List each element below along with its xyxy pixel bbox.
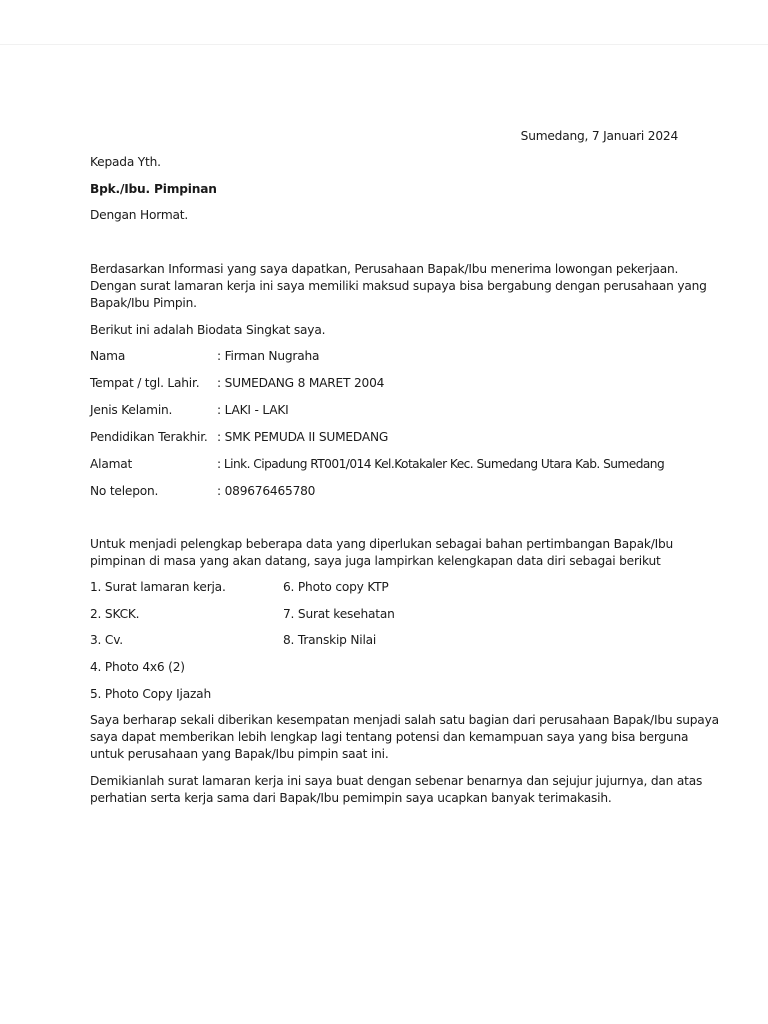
attachment-item: 1. Surat lamaran kerja.	[90, 580, 226, 594]
hope-line: saya dapat memberikan lebih lengkap lagi tentang potensi dan kemampuan saya yang bisa berguna	[90, 730, 689, 744]
biodata-value: : SMK PEMUDA II SUMEDANG	[217, 430, 389, 444]
hope-line: untuk perusahaan yang Bapak/Ibu pimpin saat ini.	[90, 747, 389, 761]
attachment-item: 8. Transkip Nilai	[283, 633, 377, 647]
biodata-value: : LAKI - LAKI	[217, 403, 289, 417]
closing-line: perhatian serta kerja sama dari Bapak/Ibu pemimpin saya ucapkan banyak terimakasih.	[90, 791, 612, 805]
attachments-intro-line: Untuk menjadi pelengkap beberapa data yang diperlukan sebagai bahan pertimbangan Bapak/Ibu	[90, 537, 674, 551]
attachments-intro-line: pimpinan di masa yang akan datang, saya juga lampirkan kelengkapan data diri sebagai berikut	[90, 554, 661, 568]
biodata-label: Alamat	[90, 457, 133, 471]
biodata-label: Pendidikan Terakhir.	[90, 430, 208, 444]
biodata-label: Tempat / tgl. Lahir.	[90, 376, 200, 390]
biodata-label: No telepon.	[90, 484, 159, 498]
closing-line: Demikianlah surat lamaran kerja ini saya buat dengan sebenar benarnya dan sejujur jujurnya, dan atas	[90, 774, 703, 788]
hope-line: Saya berharap sekali diberikan kesempatan menjadi salah satu bagian dari perusahaan Bapak/Ibu supaya	[90, 713, 719, 727]
attachment-item: 3. Cv.	[90, 633, 123, 647]
page-top-divider	[0, 44, 768, 45]
biodata-value: : Firman Nugraha	[217, 349, 320, 363]
biodata-label: Jenis Kelamin.	[90, 403, 173, 417]
greeting-to: Kepada Yth.	[90, 155, 161, 169]
biodata-intro: Berikut ini adalah Biodata Singkat saya.	[90, 323, 326, 337]
biodata-value: : SUMEDANG 8 MARET 2004	[217, 376, 385, 390]
biodata-label: Nama	[90, 349, 126, 363]
biodata-value: : Link. Cipadung RT001/014 Kel.Kotakaler Kec. Sumedang Utara Kab. Sumedang	[217, 457, 665, 471]
biodata-value: : 089676465780	[217, 484, 316, 498]
attachment-item: 5. Photo Copy Ijazah	[90, 687, 211, 701]
attachment-item: 7. Surat kesehatan	[283, 607, 395, 621]
intro-line: Berdasarkan Informasi yang saya dapatkan, Perusahaan Bapak/Ibu menerima lowongan pekerjaan.	[90, 262, 679, 276]
recipient: Bpk./Ibu. Pimpinan	[90, 182, 217, 196]
attachment-item: 4. Photo 4x6 (2)	[90, 660, 185, 674]
attachment-item: 2. SKCK.	[90, 607, 140, 621]
intro-line: Bapak/Ibu Pimpin.	[90, 296, 197, 310]
letter-date: Sumedang, 7 Januari 2024	[520, 129, 678, 143]
intro-line: Dengan surat lamaran kerja ini saya memiliki maksud supaya bisa bergabung dengan perusahaan yang	[90, 279, 707, 293]
salutation: Dengan Hormat.	[90, 208, 189, 222]
attachment-item: 6. Photo copy KTP	[283, 580, 389, 594]
